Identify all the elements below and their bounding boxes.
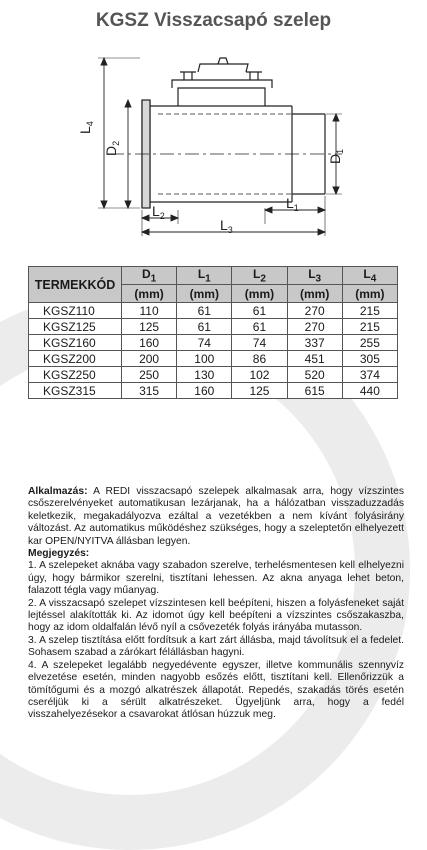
value-l2: 102: [232, 367, 287, 383]
value-l4: 255: [342, 335, 397, 351]
remark-item: 4. A szelepeket legalább negyedévente egyszer, illetve kommunális szennyvíz elvezetése esetén, minden nagyobb esőzés előtt, tisztítani kell. Ellenőrizzük a tömítőgumi és a mozgó alkatrészek állapotát. Repedés, szakadás törés esetén cseréljük ki a sérült alkatrészeket. Ügyeljünk arra, hogy a fedél visszahelyezésekor a csavarokat átlósan húzzuk meg.: [28, 659, 404, 721]
table-row: [29, 367, 398, 383]
value-l1: 61: [177, 319, 232, 335]
spec-table: [28, 266, 398, 399]
value-l2: 74: [232, 335, 287, 351]
usage-label: Alkalmazás:: [28, 486, 88, 497]
header-product-code: TERMEKKÓD: [29, 267, 122, 303]
header-l1: $L_1$: [177, 267, 232, 285]
unit-l3: (mm): [287, 285, 342, 303]
dim-label-l2: $L_2$: [152, 203, 165, 221]
value-l1: 74: [177, 335, 232, 351]
value-l3: 451: [287, 351, 342, 367]
valve-lever: [198, 64, 248, 72]
value-l4: 374: [342, 367, 397, 383]
header-l3: $L_3$: [287, 267, 342, 285]
dim-label-l4: $L_4$: [77, 121, 95, 134]
table-row: [29, 319, 398, 335]
usage-text: A REDI visszacsapó szelepek alkalmasak arra, hogy vízszintes csőszerelvényeket automatikusan lezárjanak, ha a hálózatban visszaduzzadás keletkezik, megakadályozva ezáltal a vezetékben a nem kívánt folyásirány változást. Az automatikus működéshez szükséges, hogy a szeleptetőn elhelyezett kar OPEN/NYITVA állásban legyen.: [28, 486, 404, 547]
value-l4: 215: [342, 303, 397, 319]
value-l3: 520: [287, 367, 342, 383]
unit-l1: (mm): [177, 285, 232, 303]
value-l4: 440: [342, 383, 397, 399]
product-code: KGSZ160: [29, 335, 122, 351]
header-l4: $L_4$: [342, 267, 397, 285]
value-l1: 160: [177, 383, 232, 399]
spec-table-header-row: [29, 267, 398, 285]
product-code: KGSZ315: [29, 383, 122, 399]
value-l3: 270: [287, 319, 342, 335]
value-l3: 615: [287, 383, 342, 399]
dim-label-l3: $L_3$: [220, 217, 233, 235]
value-d1: 315: [122, 383, 177, 399]
value-d1: 125: [122, 319, 177, 335]
page-title: KGSZ Visszacsapó szelep: [95, 10, 332, 31]
table-row: [29, 303, 398, 319]
dim-label-d2: $D_2$: [103, 140, 121, 156]
value-l4: 215: [342, 319, 397, 335]
valve-housing: [178, 88, 265, 106]
value-l1: 100: [177, 351, 232, 367]
table-row: [29, 383, 398, 399]
value-d1: 160: [122, 335, 177, 351]
unit-d1: (mm): [122, 285, 177, 303]
remark-item: 3. A szelep tisztítása előtt fordítsuk a kart zárt állásba, majd távolítsuk el a fedelet. Sohasem szabad a zárókart félállásban hagyni.: [28, 634, 404, 659]
dim-label-d1: $D_1$: [327, 148, 345, 164]
usage-paragraph: [28, 486, 404, 548]
value-l1: 61: [177, 303, 232, 319]
header-l2: $L_2$: [232, 267, 287, 285]
unit-l2: (mm): [232, 285, 287, 303]
table-row: [29, 351, 398, 367]
value-l2: 61: [232, 303, 287, 319]
product-code: KGSZ110: [29, 303, 122, 319]
product-code: KGSZ200: [29, 351, 122, 367]
header-d1: $D_1$: [122, 267, 177, 285]
value-d1: 200: [122, 351, 177, 367]
value-l2: 61: [232, 319, 287, 335]
dim-label-l1: $L_1$: [286, 195, 299, 213]
remark-item: 1. A szelepeket aknába vagy szabadon szerelve, terhelésmentesen kell elhelyezni úgy, hogy bármikor szerelni, tisztítani lehessen. Az akna anyaga lehet beton, falazott tégla vagy műanyag.: [28, 560, 404, 597]
value-l4: 305: [342, 351, 397, 367]
value-l1: 130: [177, 367, 232, 383]
remark-item: 2. A visszacsapó szelepet vízszintesen kell beépíteni, hiszen a folyásfeneket saját lejtéssel alakították ki. Az idomot úgy kell beépíteni a vízszintes csőszakaszba, hogy az idom oldalfalán lévő nyíl a csővezeték folyás irányába mutasson.: [28, 597, 404, 634]
product-code: KGSZ125: [29, 319, 122, 335]
valve-drawing-svg: [77, 58, 350, 238]
value-l2: 125: [232, 383, 287, 399]
value-d1: 110: [122, 303, 177, 319]
table-row: [29, 335, 398, 351]
notes-section: [28, 486, 404, 722]
value-l3: 270: [287, 303, 342, 319]
value-l3: 337: [287, 335, 342, 351]
valve-technical-drawing: [77, 58, 350, 238]
remarks-heading: Megjegyzés:: [28, 548, 90, 560]
unit-l4: (mm): [342, 285, 397, 303]
value-d1: 250: [122, 367, 177, 383]
product-code: KGSZ250: [29, 367, 122, 383]
value-l2: 86: [232, 351, 287, 367]
